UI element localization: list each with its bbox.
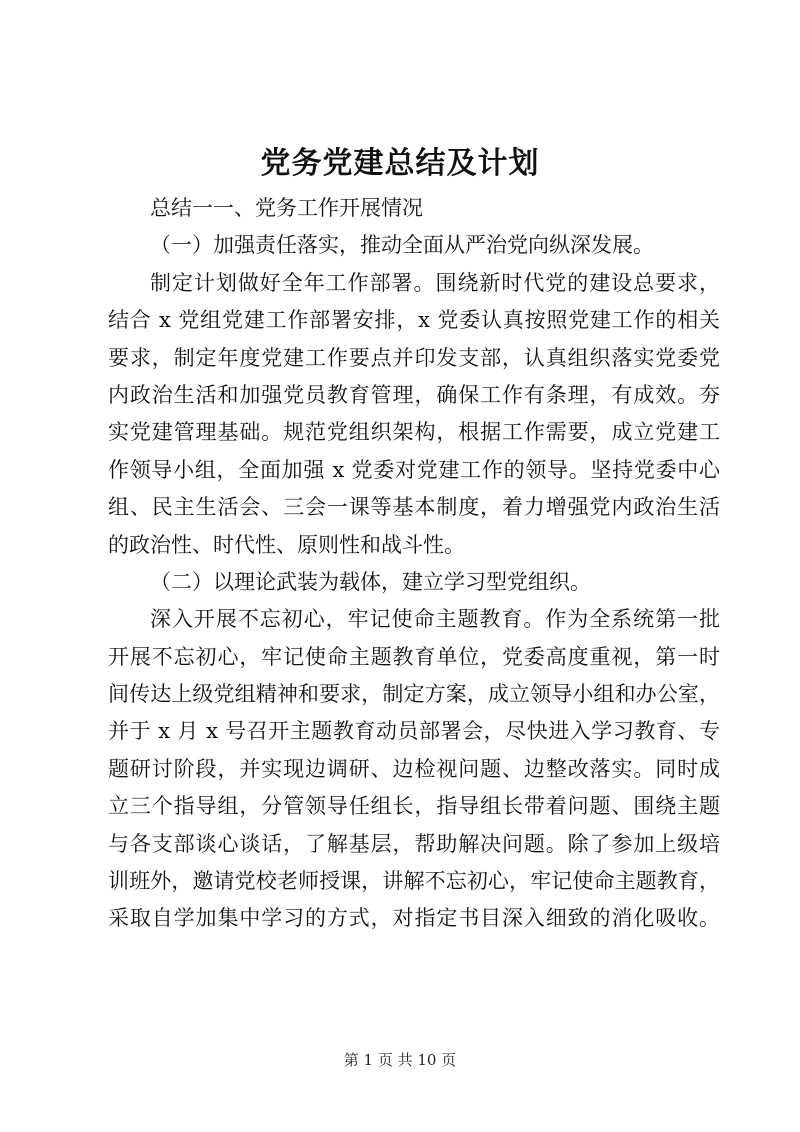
- paragraph-line: 训班外，邀请党校老师授课，讲解不忘初心，牢记使命主题教育，: [108, 869, 720, 894]
- document-body: [108, 190, 720, 938]
- page-number-footer: 第 1 页 共 10 页: [343, 1051, 457, 1069]
- page-title: 党务党建总结及计划: [260, 146, 540, 181]
- paragraph-line: 间传达上级党组精神和要求，制定方案，成立领导小组和办公室，: [108, 682, 720, 707]
- paragraph-line: 结合 x 党组党建工作部署安排，x 党委认真按照党建工作的相关: [108, 308, 720, 333]
- paragraph-line: 的政治性、时代性、原则性和战斗性。: [108, 532, 465, 557]
- paragraph-line: 内政治生活和加强党员教育管理，确保工作有条理，有成效。夯: [108, 382, 720, 407]
- section-heading: 总结一一、党务工作开展情况: [150, 196, 423, 220]
- paragraph-line: 题研讨阶段，并实现边调研、边检视问题、边整改落实。同时成: [108, 756, 720, 781]
- paragraph-line: 组、民主生活会、三会一课等基本制度，着力增强党内政治生活: [108, 495, 720, 520]
- paragraph-line: 要求，制定年度党建工作要点并印发支部，认真组织落实党委党: [108, 345, 720, 370]
- paragraph-line: 实党建管理基础。规范党组织架构，根据工作需要，成立党建工: [108, 420, 720, 445]
- paragraph-line: 与各支部谈心谈话，了解基层，帮助解决问题。除了参加上级培: [108, 831, 720, 856]
- paragraph-line: 作领导小组，全面加强 x 党委对党建工作的领导。坚持党委中心: [108, 457, 720, 482]
- paragraph-line: 制定计划做好全年工作部署。围绕新时代党的建设总要求，: [150, 270, 720, 295]
- subsection-heading: （二）以理论武装为载体，建立学习型党组织。: [150, 569, 591, 594]
- paragraph-line: 立三个指导组，分管领导任组长，指导组长带着问题、围绕主题: [108, 794, 720, 819]
- subsection-heading: （一）加强责任落实，推动全面从严治党向纵深发展。: [150, 233, 654, 258]
- paragraph-line: 开展不忘初心，牢记使命主题教育单位，党委高度重视，第一时: [108, 644, 720, 669]
- paragraph-line: 深入开展不忘初心，牢记使命主题教育。作为全系统第一批: [150, 607, 720, 632]
- paragraph-line: 采取自学加集中学习的方式，对指定书目深入细致的消化吸收。: [108, 906, 720, 931]
- paragraph-line: 并于 x 月 x 号召开主题教育动员部署会，尽快进入学习教育、专: [108, 719, 720, 744]
